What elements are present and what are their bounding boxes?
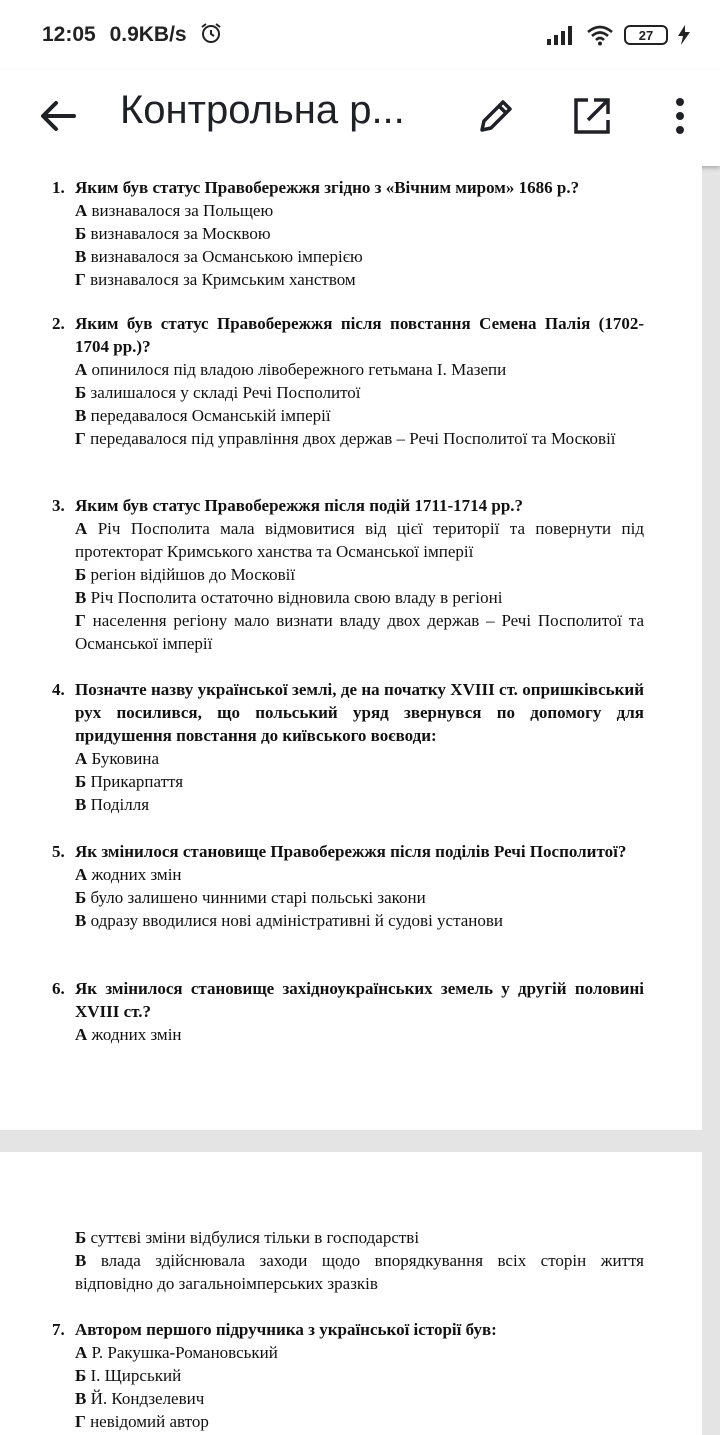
question-number: 7. — [52, 1320, 65, 1339]
answer-option: Б І. Щирський — [75, 1366, 182, 1385]
clock: 12:05 — [42, 23, 96, 46]
question-number: 3. — [52, 496, 65, 515]
battery-level: 27 — [638, 27, 654, 43]
answer-option: В Й. Кондзелевич — [75, 1389, 205, 1408]
question-7 — [52, 1318, 644, 1433]
more-options-icon[interactable] — [656, 92, 704, 140]
question-number: 2. — [52, 314, 65, 333]
question-1 — [52, 176, 644, 291]
answer-option: А Буковина — [75, 749, 160, 768]
answer-option: В одразу вводилися нові адміністративні й судові установи — [75, 911, 504, 930]
answer-option: В Річ Посполита остаточно відновила свою владу в регіоні — [75, 588, 503, 607]
question-text: Яким був статус Правобережжя згідно з «Вічним миром» 1686 р.? — [75, 178, 580, 197]
edit-pencil-icon[interactable] — [472, 92, 520, 140]
answer-option: Б визнавалося за Москвою — [75, 224, 271, 243]
wifi-icon — [586, 24, 614, 46]
answer-option: А опинилося під владою лівобережного гетьмана І. Мазепи — [75, 360, 507, 379]
question-text: Автором першого підручника з української історії був: — [75, 1320, 497, 1339]
battery-icon — [624, 25, 668, 45]
document-page-2 — [0, 1152, 702, 1435]
question-number: 4. — [52, 680, 65, 699]
answer-option: В визнавалося за Османською імперією — [75, 247, 363, 266]
answer-option: Г визнавалося за Кримським ханством — [75, 270, 356, 289]
answer-option: Г передавалося під управління двох держав – Речі Посполитої та Московії — [75, 429, 616, 448]
status-right — [546, 22, 690, 48]
answer-option: А жодних змін — [75, 865, 182, 884]
open-external-icon[interactable] — [568, 92, 616, 140]
question-number: 6. — [52, 979, 65, 998]
question-2 — [52, 312, 644, 450]
answer-option: Б Прикарпаття — [75, 772, 184, 791]
document-title: Контрольна р... — [120, 88, 405, 132]
question-text: Яким був статус Правобережжя після повстання Семена Палія (1702-1704 рр.)? — [75, 314, 644, 356]
answer-option: А Річ Посполита мала відмовитися від цієї території та повернути під протекторат Кримського ханства та Османської імперії — [75, 519, 645, 561]
question-text: Позначте назву української землі, де на початку XVIII ст. опришківський рух посилився, що польський уряд звернувся по допомогу для придушення повстання до київського воєводи: — [75, 680, 644, 745]
network-speed: 0.9KB/s — [109, 23, 187, 46]
answer-option: Б залишалося у складі Речі Посполитої — [75, 383, 361, 402]
status-bar — [0, 0, 720, 70]
answer-option: Б суттєві зміни відбулися тільки в господарстві — [75, 1228, 420, 1247]
back-arrow-icon[interactable] — [34, 92, 82, 140]
question-text: Як змінилося становище західноукраїнських земель у другій половині XVIII ст.? — [75, 979, 644, 1021]
question-6-continued — [52, 1226, 644, 1295]
app-bar — [0, 70, 720, 166]
answer-option: В влада здійснювала заходи щодо впорядкування всіх сторін життя відповідно до загальноімперських зразків — [75, 1251, 644, 1293]
answer-option: В Поділля — [75, 795, 150, 814]
answer-option: Б було залишено чинними старі польські закони — [75, 888, 426, 907]
question-5 — [52, 840, 644, 932]
answer-option: Г невідомий автор — [75, 1412, 209, 1431]
question-6 — [52, 977, 644, 1046]
question-4 — [52, 678, 644, 816]
answer-option: Г населення регіону мало визнати владу двох держав – Речі Посполитої та Османської імперії — [75, 611, 645, 653]
charging-icon — [678, 25, 690, 45]
status-left — [42, 22, 222, 47]
alarm-icon — [200, 22, 222, 44]
answer-option: А жодних змін — [75, 1025, 182, 1044]
question-3 — [52, 494, 644, 655]
answer-option: Б регіон відійшов до Московії — [75, 565, 296, 584]
document-page-1 — [0, 166, 702, 1130]
answer-option: А визнавалося за Польщею — [75, 201, 274, 220]
question-number: 1. — [52, 178, 65, 197]
question-text: Яким був статус Правобережжя після подій 1711-1714 рр.? — [75, 496, 524, 515]
question-text: Як змінилося становище Правобережжя після поділів Речі Посполитої? — [75, 842, 627, 861]
signal-icon — [546, 25, 576, 45]
answer-option: В передавалося Османській імперії — [75, 406, 331, 425]
answer-option: А Р. Ракушка-Романовський — [75, 1343, 278, 1362]
question-number: 5. — [52, 842, 65, 861]
